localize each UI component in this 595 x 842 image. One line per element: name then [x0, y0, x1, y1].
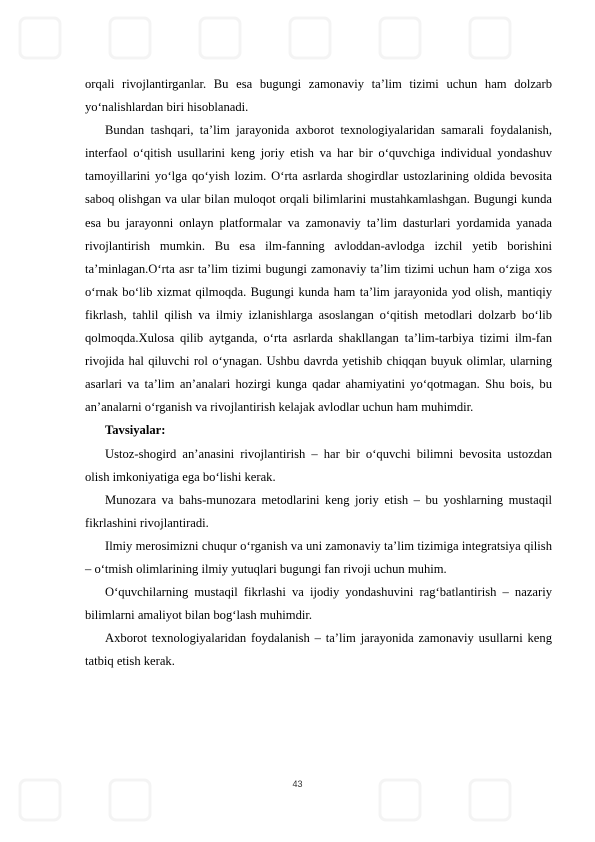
paragraph-main: Bundan tashqari, ta’lim jarayonida axborot texnologiyalaridan samarali foydalanish, interfaol o‘qitish usullarini keng joriy etish va har bir o‘quvchiga individual yondashuv tamoyillarini yo‘lga qo‘yish lozim. O‘rta asrlarda shogirdlar ustozlarining oldida bevosita saboq olishgan va ular bilan muloqot orqali bilimlarini mustahkamlashgan. Bugungi kunda esa bu jarayonni onlayn platformalar va zamonaviy ta’lim dasturlari yordamida yanada rivojlantirish mumkin. Bu esa ilm-fanning avloddan-avlodga izchil yetib borishini ta’minlagan.O‘rta asr ta’lim tizimi bugungi zamonaviy ta’lim tizimi uchun ham o‘ziga xos o‘rnak bo‘lib xizmat qilmoqda. Bugungi kunda ham ta’lim jarayonida yod olish, mantiqiy fikrlash, tahlil qilish va ilmiy izlanishlarga asoslangan o‘qitish metodlari dolzarb bo‘lib qolmoqda.Xulosa qilib aytganda, o‘rta asrlarda shakllangan ta’lim-tarbiya tizimi ilm-fan rivojida hal qiluvchi rol o‘ynagan. Ushbu davrda yetishib chiqqan buyuk olimlar, ularning asarlari va ta’lim an’analari hozirgi kunga qadar ahamiyatini yo‘qotmagan. Shu bois, bu an’analarni o‘rganish va rivojlantirish kelajak avlodlar uchun ham muhimdir. [85, 123, 552, 415]
recommendations-heading: Tavsiyalar: [105, 423, 166, 438]
recommendation-item: Ilmiy merosimizni chuqur o‘rganish va uni zamonaviy ta’lim tizimiga integratsiya qilish – o‘tmish olimlarining ilmiy yutuqlari bugungi fan rivoji uchun muhim. [85, 538, 552, 576]
page-number: 43 [292, 779, 303, 789]
recommendation-item: O‘quvchilarning mustaqil fikrlashi va ijodiy yondashuvini rag‘batlantirish – nazariy bilimlarni amaliyot bilan bog‘lash muhimdir. [85, 585, 552, 623]
recommendation-item: Axborot texnologiyalaridan foydalanish – ta’lim jarayonida zamonaviy usullarni keng tatbiq etish kerak. [85, 631, 552, 669]
paragraph-continuation: orqali rivojlantirganlar. Bu esa bugungi zamonaviy ta’lim tizimi uchun ham dolzarb yo‘nalishlardan biri hisoblanadi. [85, 77, 552, 115]
recommendation-item: Ustoz-shogird an’anasini rivojlantirish – har bir o‘quvchi bilimni bevosita ustozdan olish imkoniyatiga ega bo‘lishi kerak. [85, 446, 552, 484]
document-body [85, 73, 552, 673]
recommendation-item: Munozara va bahs-munozara metodlarini keng joriy etish – bu yoshlarning mustaqil fikrlashini rivojlantiradi. [85, 492, 552, 530]
